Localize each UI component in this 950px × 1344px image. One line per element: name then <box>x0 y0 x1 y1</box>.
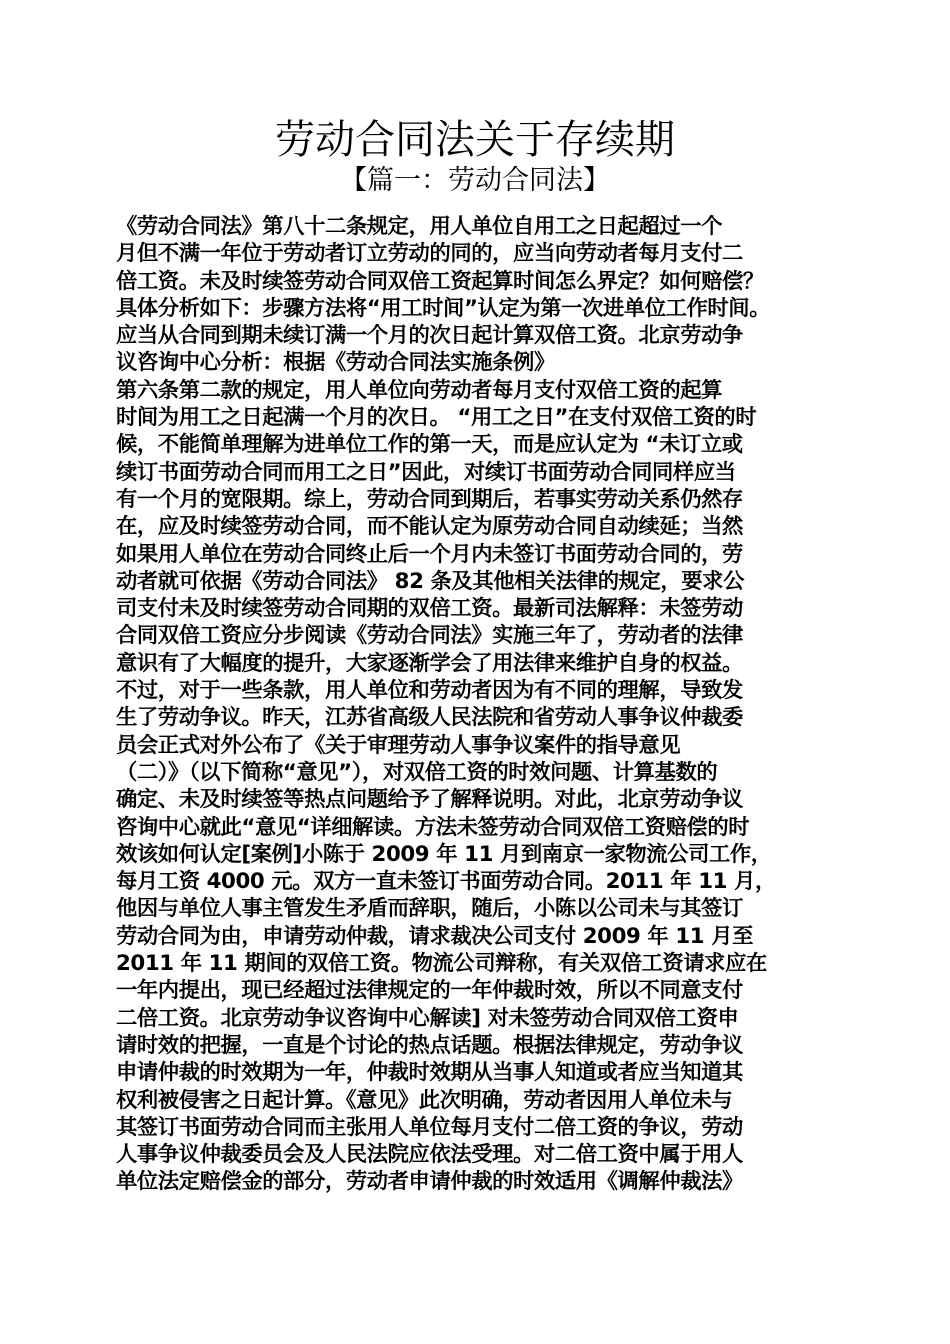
body-line: 不过，对于一些条款，用人单位和劳动者因为有不同的理解，导致发 <box>116 678 743 704</box>
body-line: 动者就可依据《劳动合同法》 82 条及其他相关法律的规定，要求公 <box>116 568 744 594</box>
body-line: 生了劳动争议。昨天，江苏省高级人民法院和省劳动人事争议仲裁委 <box>116 705 743 731</box>
body-line: 意识有了大幅度的提升，大家逐渐学会了用法律来维护自身的权益。 <box>116 650 743 676</box>
body-line: 其签订书面劳动合同而主张用人单位每月支付二倍工资的争议，劳动 <box>116 1114 743 1140</box>
body-line: 申请仲裁的时效期为一年，仲裁时效期从当事人知道或者应当知道其 <box>116 1060 743 1086</box>
body-line: 二倍工资。北京劳动争议咨询中心解读] 对未签劳动合同双倍工资申 <box>116 1005 739 1031</box>
body-line: 人事争议仲裁委员会及人民法院应依法受理。对二倍工资中属于用人 <box>116 1142 743 1168</box>
body-line: 咨询中心就此“意见“详细解读。方法未签劳动合同双倍工资赔偿的时 <box>116 814 750 840</box>
body-line: 每月工资 4000 元。双方一直未签订书面劳动合同。2011 年 11 月， <box>116 869 776 895</box>
body-line: 在，应及时续签劳动合同，而不能认定为原劳动合同自动续延；当然 <box>116 514 743 540</box>
body-line: 候，不能简单理解为进单位工作的第一天，而是应认定为 “未订立或 <box>116 432 743 458</box>
body-line: 有一个月的宽限期。综上，劳动合同到期后，若事实劳动关系仍然存 <box>116 486 743 512</box>
body-line: 第六条第二款的规定，用人单位向劳动者每月支付双倍工资的起算 <box>116 377 723 403</box>
body-line: 请时效的把握，一直是个讨论的热点话题。根据法律规定，劳动争议 <box>116 1032 743 1058</box>
body-line: 一年内提出，现已经超过法律规定的一年仲裁时效，所以不同意支付 <box>116 978 743 1004</box>
body-line: 司支付未及时续签劳动合同期的双倍工资。最新司法解释：未签劳动 <box>116 596 743 622</box>
body-line: 议咨询中心分析：根据《劳动合同法实施条例》 <box>116 350 555 376</box>
body-line: 《劳动合同法》第八十二条规定，用人单位自用工之日起超过一个 <box>116 214 723 239</box>
document-title: 劳动合同法关于存续期 <box>275 117 675 163</box>
body-line: 劳动合同为由，申请劳动仲裁，请求裁决公司支付 2009 年 11 月至 <box>116 923 753 949</box>
body-line: 如果用人单位在劳动合同终止后一个月内未签订书面劳动合同的，劳 <box>116 541 743 567</box>
body-line: 权利被侵害之日起计算。《意见》此次明确，劳动者因用人单位未与 <box>116 1087 733 1113</box>
body-line: 单位法定赔偿金的部分，劳动者申请仲裁的时效适用《调解仲裁法》 <box>116 1169 743 1195</box>
body-line: 他因与单位人事主管发生矛盾而辞职，随后，小陈以公司未与其签订 <box>116 896 743 922</box>
body-line: 月但不满一年位于劳动者订立劳动的同的，应当向劳动者每月支付二 <box>116 241 743 267</box>
body-line: 合同双倍工资应分步阅读《劳动合同法》实施三年了，劳动者的法律 <box>116 623 743 649</box>
body-line: 确定、未及时续签等热点问题给予了解释说明。对此，北京劳动争议 <box>116 787 743 813</box>
body-line: 应当从合同到期未续订满一个月的次日起计算双倍工资。北京劳动争 <box>116 323 743 349</box>
document-body <box>116 213 856 1196</box>
body-line: 2011 年 11 期间的双倍工资。物流公司辩称，有关双倍工资请求应在 <box>116 951 767 977</box>
body-line: 倍工资。未及时续签劳动合同双倍工资起算时间怎么界定？如何赔偿？ <box>116 268 764 294</box>
body-line: （二）》（以下简称“意见”），对双倍工资的时效问题、计算基数的 <box>116 759 718 785</box>
body-line: 效该如何认定[案例]小陈于 2009 年 11 月到南京一家物流公司工作， <box>116 841 772 867</box>
body-line: 具体分析如下：步骤方法将“用工时间”认定为第一次进单位工作时间。 <box>116 295 771 321</box>
document-subtitle: 【篇一：劳动合同法】 <box>340 165 610 196</box>
body-line: 续订书面劳动合同而用工之日”因此，对续订书面劳动合同同样应当 <box>116 459 736 485</box>
body-line: 员会正式对外公布了《关于审理劳动人事争议案件的指导意见 <box>116 732 681 758</box>
body-line: 时间为用工之日起满一个月的次日。 “用工之日”在支付双倍工资的时 <box>116 405 757 431</box>
